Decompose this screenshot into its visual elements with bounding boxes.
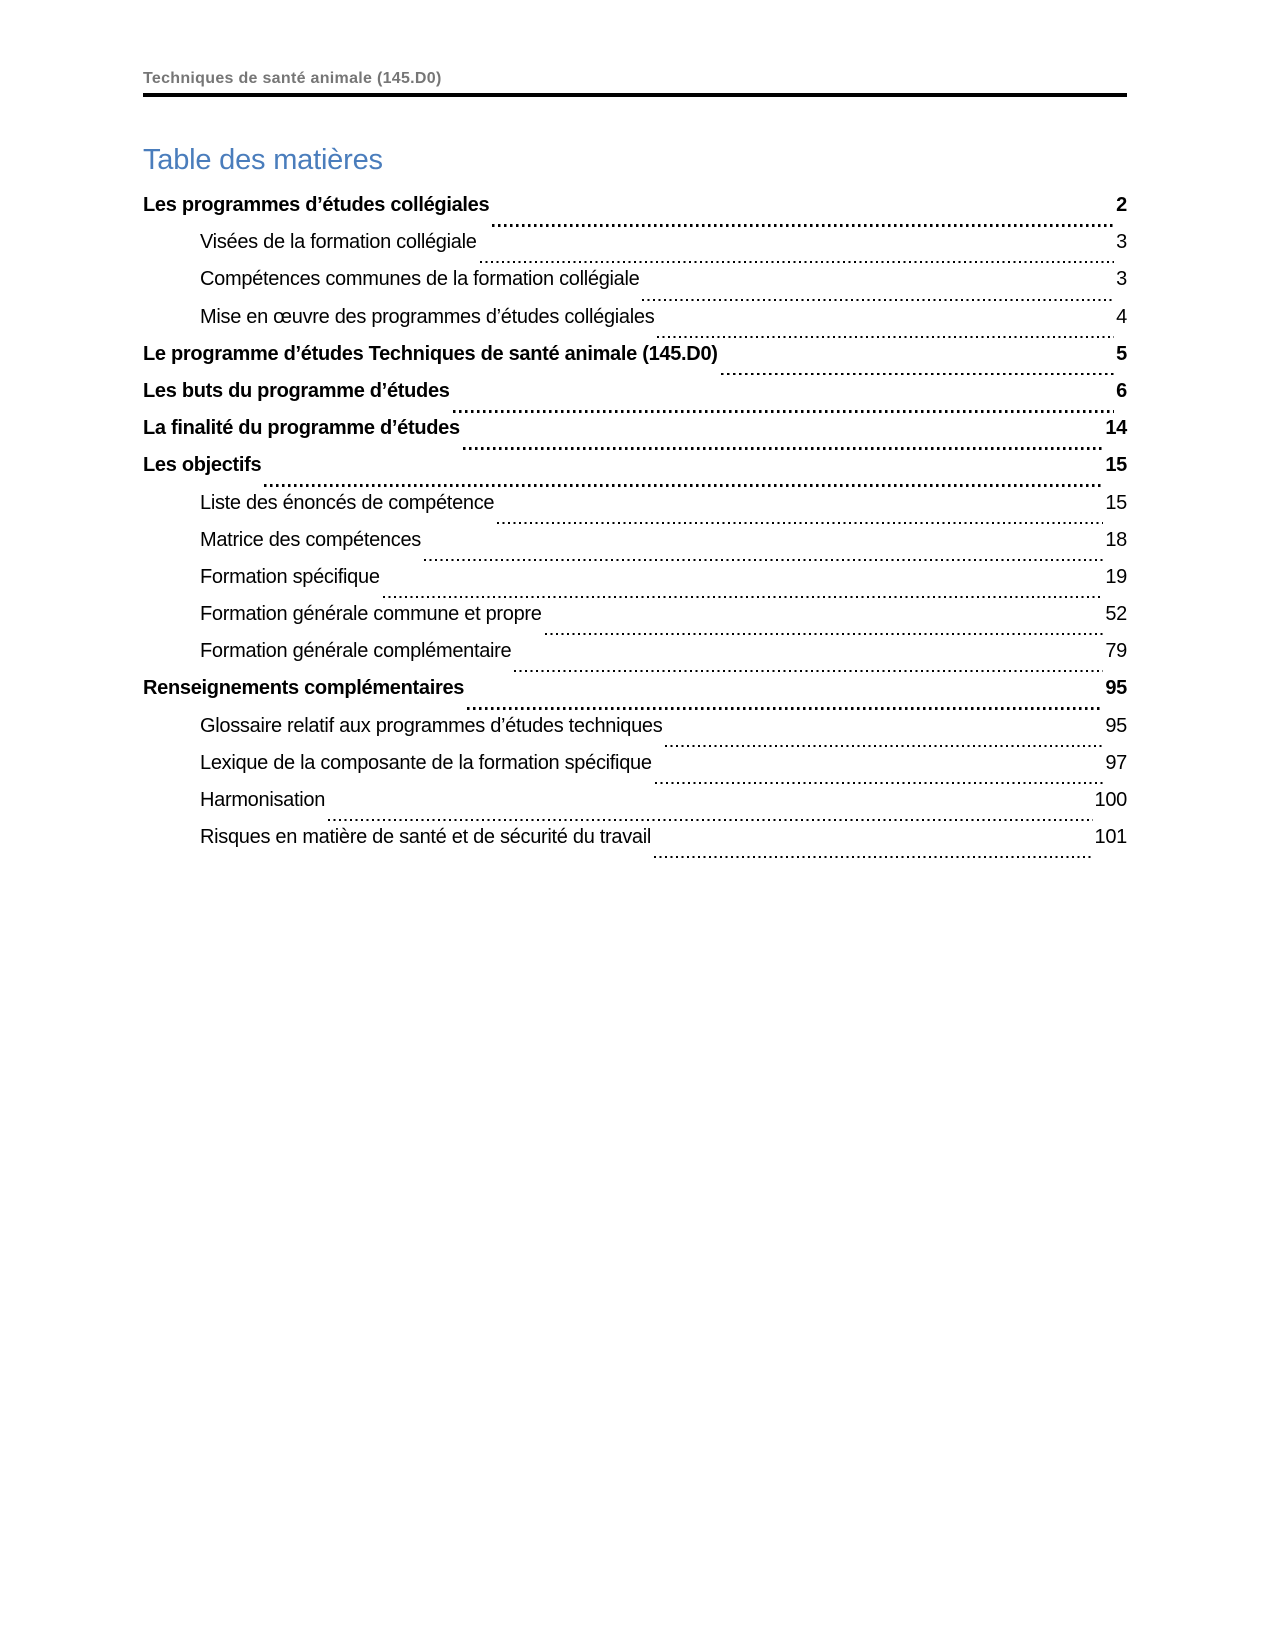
toc-entry-label: Renseignements complémentaires (143, 677, 465, 700)
toc-entry-page: 2 (1116, 194, 1127, 216)
toc-entry[interactable] (143, 752, 1127, 789)
toc-entry-page: 19 (1105, 565, 1127, 588)
toc-leader-dots (453, 410, 1115, 413)
toc-leader-dots (383, 596, 1104, 598)
toc-entry[interactable] (143, 268, 1127, 305)
header-rule (143, 93, 1127, 97)
toc-entry-page: 15 (1105, 491, 1127, 514)
toc-entry-label: Risques en matière de santé et de sécurité du travail (200, 826, 652, 849)
toc-leader-dots (657, 336, 1114, 338)
toc-leader-dots (424, 559, 1103, 561)
toc-entry[interactable] (143, 826, 1127, 863)
toc-entry-page: 101 (1094, 826, 1127, 849)
toc-entry[interactable] (143, 492, 1127, 529)
toc-entry-label: Glossaire relatif aux programmes d’études techniques (200, 714, 663, 737)
toc-entry-page: 79 (1105, 640, 1127, 663)
toc-entry-page: 4 (1116, 305, 1127, 328)
toc-entry-label: Compétences communes de la formation collégiale (200, 268, 640, 291)
toc-entry-label: Formation générale complémentaire (200, 640, 512, 663)
document-header (143, 0, 1127, 97)
toc-entry[interactable] (143, 306, 1127, 343)
toc-entry[interactable] (143, 715, 1127, 752)
toc-entry-page: 14 (1105, 417, 1127, 440)
toc-entry-label: Visées de la formation collégiale (200, 231, 477, 254)
toc-entry-page: 52 (1105, 603, 1127, 626)
toc-entry-label: Mise en œuvre des programmes d’études collégiales (200, 305, 655, 328)
toc-entry[interactable] (143, 231, 1127, 268)
toc-entry-page: 18 (1105, 528, 1127, 551)
running-header-text: Techniques de santé animale (145.D0) (143, 70, 442, 87)
toc-leader-dots (463, 447, 1104, 450)
toc-entry-page: 3 (1116, 268, 1127, 291)
toc-leader-dots (721, 373, 1115, 376)
toc-leader-dots (328, 819, 1092, 821)
toc-entry[interactable] (143, 417, 1127, 454)
toc-entry-label: Les programmes d’études collégiales (143, 194, 490, 216)
toc-leader-dots (655, 782, 1104, 784)
toc-leader-dots (480, 261, 1115, 263)
toc-leader-dots (492, 224, 1114, 227)
toc-entry[interactable] (143, 566, 1127, 603)
toc-entry-page: 3 (1116, 231, 1127, 254)
toc-entry-label: Les buts du programme d’études (143, 379, 450, 402)
toc-entry[interactable] (143, 454, 1127, 491)
toc-leader-dots (264, 484, 1103, 487)
toc-leader-dots (467, 707, 1103, 710)
toc-entry-label: Formation spécifique (200, 565, 380, 588)
toc-entry[interactable] (143, 789, 1127, 826)
toc-entry[interactable] (143, 640, 1127, 677)
toc-leader-dots (545, 633, 1104, 635)
toc-entry[interactable] (143, 529, 1127, 566)
toc-entry-label: Les objectifs (143, 454, 262, 477)
toc-entry-label: Liste des énoncés de compétence (200, 491, 495, 514)
toc-entry-page: 100 (1094, 789, 1127, 811)
toc-entry[interactable] (143, 194, 1127, 231)
toc-entry[interactable] (143, 677, 1127, 714)
toc-entry-label: Formation générale commune et propre (200, 603, 542, 626)
toc-entry-page: 15 (1105, 454, 1127, 477)
toc-entry-page: 97 (1105, 751, 1127, 774)
toc-leader-dots (497, 522, 1103, 524)
toc-entry-page: 6 (1116, 379, 1127, 402)
toc-leader-dots (654, 856, 1092, 858)
toc-entry[interactable] (143, 380, 1127, 417)
toc-list (143, 194, 1127, 863)
toc-entry-page: 95 (1105, 677, 1127, 700)
toc-leader-dots (514, 670, 1103, 672)
toc-entry-page: 5 (1116, 342, 1127, 365)
toc-entry-label: Matrice des compétences (200, 528, 421, 551)
toc-entry-page: 95 (1105, 714, 1127, 737)
toc-leader-dots (642, 299, 1114, 301)
toc-leader-dots (665, 745, 1103, 747)
toc-entry-label: Harmonisation (200, 789, 326, 811)
toc-entry-label: La finalité du programme d’études (143, 417, 460, 440)
toc-entry[interactable] (143, 603, 1127, 640)
page-title: Table des matières (143, 144, 383, 176)
toc-entry[interactable] (143, 343, 1127, 380)
toc-entry-label: Le programme d’études Techniques de santé animale (145.D0) (143, 342, 718, 365)
toc-entry-label: Lexique de la composante de la formation spécifique (200, 751, 652, 774)
